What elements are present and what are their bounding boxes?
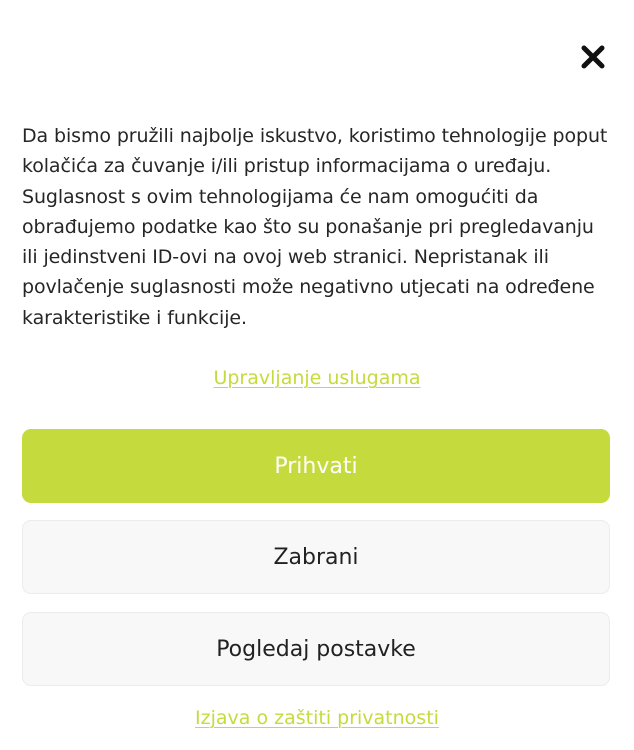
accept-button[interactable]: Prihvati — [22, 429, 610, 503]
close-button[interactable] — [578, 42, 608, 72]
deny-button[interactable]: Zabrani — [22, 520, 610, 594]
close-icon — [578, 42, 608, 72]
view-preferences-button[interactable]: Pogledaj postavke — [22, 612, 610, 686]
consent-message: Da bismo pružili najbolje iskustvo, koristimo tehnologije poput kolačića za čuvanje i/ili pristup informacijama o uređaju. Suglasnost s ovim tehnologijama će nam omogućiti da obrađujemo podatke kao što su ponašanje pri pregledavanju ili jedinstveni ID-ovi na ovoj web stranici. Nepristanak ili povlačenje suglasnosti može negativno utjecati na određene karakteristike i funkcije. — [22, 125, 608, 329]
privacy-statement-link[interactable]: Izjava o zaštiti privatnosti — [195, 707, 439, 729]
manage-services-link[interactable]: Upravljanje uslugama — [213, 367, 421, 389]
